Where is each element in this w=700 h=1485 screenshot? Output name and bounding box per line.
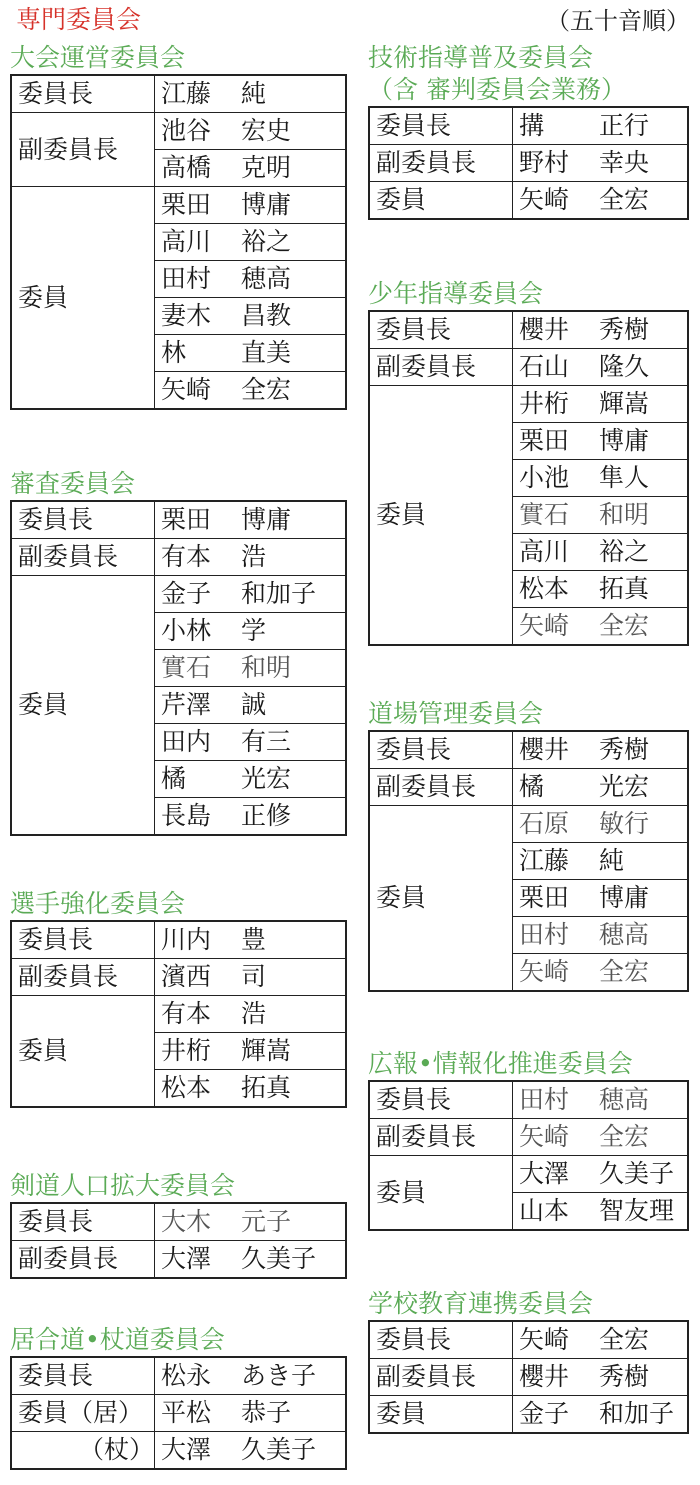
member-name-cell bbox=[513, 1156, 689, 1193]
family-name: 小林 bbox=[161, 616, 212, 645]
family-name: 井桁 bbox=[519, 389, 570, 418]
family-name: 實石 bbox=[519, 500, 570, 529]
committee-title: 居合道•杖道委員会 bbox=[10, 1325, 225, 1354]
member-name-cell bbox=[513, 1359, 689, 1396]
member-name-cell bbox=[155, 687, 347, 724]
roster-table bbox=[368, 1080, 689, 1231]
given-name: 和加子 bbox=[598, 1399, 674, 1428]
order-note: （五十音順） bbox=[546, 7, 690, 35]
table-row bbox=[369, 1359, 688, 1396]
family-name: 矢崎 bbox=[161, 375, 212, 404]
given-name: 拓真 bbox=[240, 1073, 291, 1102]
table-row bbox=[369, 1321, 688, 1359]
member-name-cell bbox=[513, 1081, 689, 1119]
family-name: 栗田 bbox=[519, 883, 570, 912]
role-cell: 副委員長 bbox=[369, 145, 513, 182]
family-name: 大澤 bbox=[519, 1159, 570, 1188]
role-cell: 委員 bbox=[11, 187, 155, 410]
family-name: 金子 bbox=[161, 579, 212, 608]
family-name: 田村 bbox=[161, 264, 212, 293]
given-name: 隆久 bbox=[598, 352, 649, 381]
role-cell: 副委員長 bbox=[369, 349, 513, 386]
role-cell: 委員 bbox=[369, 806, 513, 992]
given-name: 久美子 bbox=[240, 1435, 316, 1464]
given-name: 博庸 bbox=[598, 883, 649, 912]
given-name: 司 bbox=[240, 962, 266, 991]
given-name: 全宏 bbox=[598, 1325, 649, 1354]
table-row bbox=[369, 311, 688, 349]
roster-table bbox=[10, 920, 347, 1108]
member-name-cell bbox=[513, 1321, 689, 1359]
member-name-cell bbox=[155, 261, 347, 298]
table-row bbox=[11, 1203, 346, 1241]
table-row bbox=[11, 1432, 346, 1470]
role-cell: 副委員長 bbox=[369, 1119, 513, 1156]
role-cell: 委員 bbox=[11, 576, 155, 836]
given-name: 昌教 bbox=[240, 301, 291, 330]
committee-title: 大会運営委員会 bbox=[10, 43, 186, 72]
family-name: 平松 bbox=[161, 1398, 212, 1427]
role-cell: （杖） bbox=[11, 1432, 155, 1470]
given-name: 拓真 bbox=[598, 574, 649, 603]
given-name: 久美子 bbox=[240, 1244, 316, 1273]
member-name-cell bbox=[155, 539, 347, 576]
role-cell: 副委員長 bbox=[11, 1241, 155, 1279]
roster-table bbox=[368, 310, 689, 646]
table-row bbox=[369, 1119, 688, 1156]
table-row bbox=[11, 959, 346, 996]
family-name: 橘 bbox=[519, 772, 545, 801]
table-row bbox=[11, 996, 346, 1033]
family-name: 搆 bbox=[519, 111, 545, 140]
committee-title: 剣道人口拡大委員会 bbox=[10, 1171, 236, 1200]
family-name: 大澤 bbox=[161, 1435, 212, 1464]
table-row bbox=[369, 731, 688, 769]
member-name-cell bbox=[513, 349, 689, 386]
given-name: 秀樹 bbox=[598, 1362, 649, 1391]
table-row bbox=[369, 182, 688, 220]
table-row bbox=[369, 107, 688, 145]
member-name-cell bbox=[513, 107, 689, 145]
table-row bbox=[369, 145, 688, 182]
member-name-cell bbox=[155, 1357, 347, 1395]
family-name: 金子 bbox=[519, 1399, 570, 1428]
family-name: 橘 bbox=[161, 764, 187, 793]
member-name-cell bbox=[155, 75, 347, 113]
given-name: 直美 bbox=[240, 338, 291, 367]
given-name: 純 bbox=[240, 79, 266, 108]
given-name: 穂高 bbox=[240, 264, 291, 293]
given-name: 裕之 bbox=[240, 227, 291, 256]
family-name: 矢崎 bbox=[519, 1122, 570, 1151]
page-title: 専門委員会 bbox=[16, 5, 142, 34]
role-cell: 委員長 bbox=[11, 1357, 155, 1395]
given-name: 正修 bbox=[240, 801, 291, 830]
member-name-cell bbox=[155, 761, 347, 798]
family-name: 小池 bbox=[519, 463, 570, 492]
role-cell: 副委員長 bbox=[369, 769, 513, 806]
committee-title: 少年指導委員会 bbox=[368, 279, 544, 308]
role-cell: 委員長 bbox=[369, 1081, 513, 1119]
given-name: 宏史 bbox=[240, 116, 291, 145]
role-cell: 副委員長 bbox=[11, 539, 155, 576]
family-name: 栗田 bbox=[519, 426, 570, 455]
roster-table bbox=[10, 1202, 347, 1279]
given-name: 輝嵩 bbox=[240, 1036, 291, 1065]
role-cell: 委員長 bbox=[11, 501, 155, 539]
member-name-cell bbox=[513, 534, 689, 571]
table-row bbox=[369, 1081, 688, 1119]
family-name: 櫻井 bbox=[519, 1362, 570, 1391]
committee-dojo bbox=[368, 698, 689, 992]
member-name-cell bbox=[513, 806, 689, 843]
given-name: 秀樹 bbox=[598, 735, 649, 764]
member-name-cell bbox=[155, 576, 347, 613]
given-name: 全宏 bbox=[598, 1122, 649, 1151]
family-name: 田村 bbox=[519, 1085, 570, 1114]
family-name: 高川 bbox=[161, 227, 212, 256]
member-name-cell bbox=[155, 298, 347, 335]
table-row bbox=[11, 576, 346, 613]
family-name: 栗田 bbox=[161, 190, 212, 219]
member-name-cell bbox=[155, 724, 347, 761]
member-name-cell bbox=[155, 187, 347, 224]
member-name-cell bbox=[513, 311, 689, 349]
family-name: 高川 bbox=[519, 537, 570, 566]
family-name: 松本 bbox=[161, 1073, 212, 1102]
family-name: 矢崎 bbox=[519, 611, 570, 640]
given-name: あき子 bbox=[240, 1361, 316, 1390]
given-name: 隼人 bbox=[598, 463, 649, 492]
roster-table bbox=[10, 74, 347, 410]
given-name: 全宏 bbox=[598, 611, 649, 640]
member-name-cell bbox=[513, 917, 689, 954]
committee-taikai bbox=[10, 42, 347, 410]
member-name-cell bbox=[155, 1070, 347, 1108]
member-name-cell bbox=[155, 921, 347, 959]
committee-iai bbox=[10, 1324, 347, 1470]
committee-koho bbox=[368, 1048, 689, 1231]
given-name: 博庸 bbox=[240, 190, 291, 219]
given-name: 穂高 bbox=[598, 920, 649, 949]
roster-table bbox=[10, 1356, 347, 1470]
table-row bbox=[369, 349, 688, 386]
family-name: 大澤 bbox=[161, 1244, 212, 1273]
given-name: 純 bbox=[598, 846, 624, 875]
table-row bbox=[11, 113, 346, 150]
committee-title: 技術指導普及委員会 bbox=[368, 43, 594, 72]
table-row bbox=[369, 386, 688, 423]
table-row bbox=[369, 806, 688, 843]
given-name: 輝嵩 bbox=[598, 389, 649, 418]
member-name-cell bbox=[155, 335, 347, 372]
family-name: 濱西 bbox=[161, 962, 212, 991]
member-name-cell bbox=[513, 954, 689, 992]
given-name: 久美子 bbox=[598, 1159, 674, 1188]
role-cell: 委員長 bbox=[369, 1321, 513, 1359]
role-cell: 委員長 bbox=[369, 311, 513, 349]
family-name: 實石 bbox=[161, 653, 212, 682]
family-name: 櫻井 bbox=[519, 315, 570, 344]
family-name: 江藤 bbox=[519, 846, 570, 875]
given-name: 学 bbox=[240, 616, 266, 645]
role-cell: 副委員長 bbox=[11, 959, 155, 996]
member-name-cell bbox=[155, 1241, 347, 1279]
member-name-cell bbox=[155, 798, 347, 836]
table-row bbox=[369, 769, 688, 806]
family-name: 長島 bbox=[161, 801, 212, 830]
family-name: 池谷 bbox=[161, 116, 212, 145]
member-name-cell bbox=[155, 613, 347, 650]
given-name: 全宏 bbox=[240, 375, 291, 404]
table-row bbox=[11, 501, 346, 539]
family-name: 林 bbox=[161, 338, 187, 367]
family-name: 田内 bbox=[161, 727, 212, 756]
roster-table bbox=[368, 106, 689, 220]
given-name: 恭子 bbox=[240, 1398, 291, 1427]
member-name-cell bbox=[155, 996, 347, 1033]
given-name: 豊 bbox=[240, 925, 266, 954]
member-name-cell bbox=[155, 113, 347, 150]
given-name: 博庸 bbox=[240, 505, 291, 534]
given-name: 浩 bbox=[240, 542, 266, 571]
member-name-cell bbox=[513, 1193, 689, 1231]
member-name-cell bbox=[513, 145, 689, 182]
table-row bbox=[11, 1357, 346, 1395]
given-name: 裕之 bbox=[598, 537, 649, 566]
member-name-cell bbox=[513, 460, 689, 497]
family-name: 有本 bbox=[161, 542, 212, 571]
member-name-cell bbox=[513, 571, 689, 608]
role-cell: 委員 bbox=[369, 1156, 513, 1231]
family-name: 矢崎 bbox=[519, 957, 570, 986]
roster-table bbox=[10, 500, 347, 836]
given-name: 全宏 bbox=[598, 957, 649, 986]
family-name: 矢崎 bbox=[519, 185, 570, 214]
role-cell: 副委員長 bbox=[369, 1359, 513, 1396]
given-name: 元子 bbox=[240, 1207, 291, 1236]
member-name-cell bbox=[155, 501, 347, 539]
table-row bbox=[11, 539, 346, 576]
given-name: 和明 bbox=[240, 653, 291, 682]
family-name: 石山 bbox=[519, 352, 570, 381]
table-row bbox=[11, 1395, 346, 1432]
family-name: 高橋 bbox=[161, 153, 212, 182]
role-cell: 委員長 bbox=[11, 75, 155, 113]
family-name: 栗田 bbox=[161, 505, 212, 534]
member-name-cell bbox=[513, 1396, 689, 1434]
member-name-cell bbox=[155, 1033, 347, 1070]
table-row bbox=[11, 921, 346, 959]
given-name: 敏行 bbox=[598, 809, 649, 838]
member-name-cell bbox=[513, 386, 689, 423]
role-cell: 委員 bbox=[369, 386, 513, 646]
given-name: 光宏 bbox=[598, 772, 649, 801]
table-row bbox=[11, 1241, 346, 1279]
committee-title: 学校教育連携委員会 bbox=[368, 1289, 594, 1318]
role-cell: 委員 bbox=[11, 996, 155, 1108]
committee-subtitle: （含 審判委員会業務） bbox=[368, 75, 626, 104]
committee-senshu bbox=[10, 888, 347, 1108]
role-cell: 委員長 bbox=[11, 921, 155, 959]
family-name: 松永 bbox=[161, 1361, 212, 1390]
member-name-cell bbox=[513, 497, 689, 534]
given-name: 全宏 bbox=[598, 185, 649, 214]
member-name-cell bbox=[513, 769, 689, 806]
family-name: 井桁 bbox=[161, 1036, 212, 1065]
member-name-cell bbox=[155, 1432, 347, 1470]
role-cell: 委員 bbox=[369, 1396, 513, 1434]
family-name: 野村 bbox=[519, 148, 570, 177]
committee-title: 道場管理委員会 bbox=[368, 699, 544, 728]
committee-gakko bbox=[368, 1288, 689, 1434]
family-name: 大木 bbox=[161, 1207, 212, 1236]
member-name-cell bbox=[513, 423, 689, 460]
member-name-cell bbox=[155, 372, 347, 410]
family-name: 石原 bbox=[519, 809, 570, 838]
family-name: 松本 bbox=[519, 574, 570, 603]
roster-table bbox=[368, 1320, 689, 1434]
given-name: 誠 bbox=[240, 690, 266, 719]
committee-title: 広報•情報化推進委員会 bbox=[368, 1049, 633, 1078]
role-cell: 副委員長 bbox=[11, 113, 155, 187]
member-name-cell bbox=[155, 224, 347, 261]
role-cell: 委員長 bbox=[11, 1203, 155, 1241]
family-name: 田村 bbox=[519, 920, 570, 949]
member-name-cell bbox=[155, 1395, 347, 1432]
member-name-cell bbox=[155, 150, 347, 187]
family-name: 妻木 bbox=[161, 301, 212, 330]
family-name: 川内 bbox=[161, 925, 212, 954]
member-name-cell bbox=[155, 959, 347, 996]
committee-title: 選手強化委員会 bbox=[10, 889, 186, 918]
table-row bbox=[11, 187, 346, 224]
given-name: 智友理 bbox=[598, 1196, 674, 1225]
table-row bbox=[369, 1396, 688, 1434]
table-row bbox=[369, 1156, 688, 1193]
family-name: 矢崎 bbox=[519, 1325, 570, 1354]
roster-table bbox=[368, 730, 689, 992]
family-name: 芹澤 bbox=[161, 690, 212, 719]
given-name: 克明 bbox=[240, 153, 291, 182]
given-name: 幸央 bbox=[598, 148, 649, 177]
family-name: 江藤 bbox=[161, 79, 212, 108]
member-name-cell bbox=[513, 608, 689, 646]
member-name-cell bbox=[513, 880, 689, 917]
given-name: 博庸 bbox=[598, 426, 649, 455]
committee-jinko bbox=[10, 1170, 347, 1279]
table-row bbox=[11, 75, 346, 113]
family-name: 山本 bbox=[519, 1196, 570, 1225]
committee-shonen bbox=[368, 278, 689, 646]
given-name: 光宏 bbox=[240, 764, 291, 793]
family-name: 櫻井 bbox=[519, 735, 570, 764]
member-name-cell bbox=[513, 1119, 689, 1156]
given-name: 和加子 bbox=[240, 579, 316, 608]
committee-title: 審査委員会 bbox=[10, 469, 136, 498]
member-name-cell bbox=[513, 182, 689, 220]
given-name: 和明 bbox=[598, 500, 649, 529]
member-name-cell bbox=[155, 1203, 347, 1241]
given-name: 有三 bbox=[240, 727, 291, 756]
role-cell: 委員長 bbox=[369, 107, 513, 145]
given-name: 秀樹 bbox=[598, 315, 649, 344]
given-name: 正行 bbox=[598, 111, 649, 140]
role-cell: 委員 bbox=[369, 182, 513, 220]
family-name: 有本 bbox=[161, 999, 212, 1028]
committee-shinsa bbox=[10, 468, 347, 836]
committee-gijutsu bbox=[368, 42, 689, 220]
given-name: 浩 bbox=[240, 999, 266, 1028]
member-name-cell bbox=[513, 731, 689, 769]
role-cell: 委員（居） bbox=[11, 1395, 155, 1432]
role-cell: 委員長 bbox=[369, 731, 513, 769]
given-name: 穂高 bbox=[598, 1085, 649, 1114]
member-name-cell bbox=[513, 843, 689, 880]
member-name-cell bbox=[155, 650, 347, 687]
